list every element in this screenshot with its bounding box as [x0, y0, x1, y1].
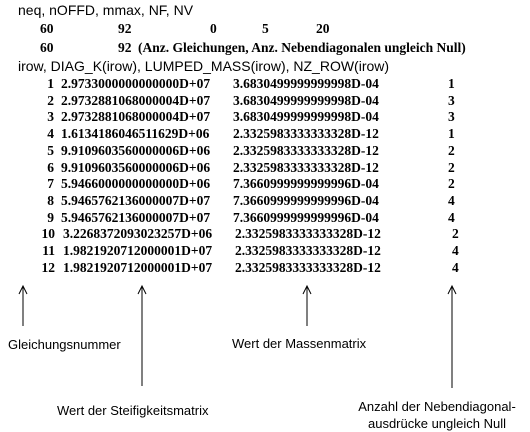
- cell-irow: 8: [47, 192, 54, 208]
- arrow-offdiag-count: [448, 286, 456, 388]
- arrow-stiffness-matrix: [138, 286, 146, 386]
- arrow-equation-number: [19, 286, 27, 326]
- param-nf: 5: [262, 21, 269, 36]
- param-nv: 20: [316, 21, 330, 36]
- cell-diag-k: 9.9109603560000006D+06: [61, 142, 211, 158]
- cell-nz-row: 2: [448, 176, 455, 192]
- cell-nz-row: 4: [452, 259, 459, 275]
- cell-nz-row: 4: [448, 209, 455, 225]
- header-columns-line: irow, DIAG_K(irow), LUMPED_MASS(irow), NZ_ROW(irow): [18, 58, 390, 74]
- label-stiffness-matrix: Wert der Steifigkeitsmatrix: [57, 403, 209, 418]
- arrow-mass-matrix: [303, 286, 311, 326]
- cell-lumped-mass: 2.3325983333333328D-12: [235, 226, 381, 242]
- cell-diag-k: 2.9732881068000004D+07: [61, 109, 211, 125]
- cell-nz-row: 3: [448, 109, 455, 125]
- cell-irow: 7: [47, 176, 54, 192]
- cell-irow: 11: [42, 243, 55, 258]
- label-offdiag-count-line1: Anzahl der Nebendiagonal-: [358, 399, 516, 414]
- cell-irow: 9: [47, 209, 54, 225]
- counts-note: (Anz. Gleichungen, Anz. Nebendiagonalen ungleich Null): [138, 40, 466, 55]
- cell-lumped-mass: 3.6830499999999998D-04: [233, 92, 379, 108]
- label-equation-number: Gleichungsnummer: [8, 337, 121, 352]
- cell-diag-k: 5.9465762136000007D+07: [61, 209, 211, 225]
- cell-lumped-mass: 2.3325983333333328D-12: [235, 259, 381, 275]
- cell-irow: 3: [47, 109, 54, 125]
- cell-nz-row: 2: [452, 226, 459, 242]
- cell-irow: 10: [41, 226, 55, 242]
- cell-irow: 5: [47, 142, 54, 158]
- cell-lumped-mass: 7.3660999999999996D-04: [233, 192, 379, 208]
- cell-lumped-mass: 3.6830499999999998D-04: [233, 76, 379, 91]
- cell-diag-k: 9.9109603560000006D+06: [61, 159, 211, 175]
- cell-nz-row: 1: [448, 126, 455, 142]
- cell-irow: 12: [41, 259, 55, 275]
- cell-irow: 1: [47, 76, 54, 91]
- param-neq: 60: [40, 21, 54, 36]
- count-offdiagonals: 92: [118, 40, 132, 55]
- label-offdiag-count-line2: ausdrücke ungleich Null: [367, 416, 507, 431]
- cell-diag-k: 2.9733000000000000D+07: [61, 76, 211, 91]
- cell-nz-row: 4: [448, 192, 455, 208]
- label-mass-matrix: Wert der Massenmatrix: [232, 336, 367, 351]
- count-equations: 60: [40, 40, 54, 55]
- cell-irow: 6: [47, 159, 54, 175]
- cell-nz-row: 1: [448, 76, 455, 91]
- cell-irow: 2: [47, 92, 54, 108]
- cell-nz-row: 2: [448, 159, 455, 175]
- header-line-params-names: neq, nOFFD, mmax, NF, NV: [18, 2, 194, 18]
- cell-nz-row: 3: [448, 92, 455, 108]
- cell-lumped-mass: 7.3660999999999996D-04: [233, 176, 379, 192]
- cell-diag-k: 1.9821920712000001D+07: [63, 243, 213, 258]
- cell-lumped-mass: 2.3325983333333328D-12: [235, 243, 381, 258]
- cell-nz-row: 2: [448, 142, 455, 158]
- cell-diag-k: 3.2268372093023257D+06: [63, 226, 213, 242]
- cell-diag-k: 1.9821920712000001D+07: [63, 259, 213, 275]
- cell-diag-k: 5.9466000000000000D+06: [61, 176, 211, 192]
- cell-diag-k: 1.6134186046511629D+06: [61, 126, 210, 142]
- cell-irow: 4: [47, 126, 54, 142]
- cell-nz-row: 4: [452, 243, 459, 258]
- param-noffd: 92: [118, 21, 132, 36]
- cell-diag-k: 5.9465762136000007D+07: [61, 192, 211, 208]
- cell-lumped-mass: 2.3325983333333328D-12: [233, 126, 379, 142]
- param-mmax: 0: [210, 21, 217, 36]
- cell-lumped-mass: 3.6830499999999998D-04: [233, 109, 379, 125]
- cell-lumped-mass: 2.3325983333333328D-12: [233, 159, 379, 175]
- cell-lumped-mass: 2.3325983333333328D-12: [233, 142, 379, 158]
- cell-diag-k: 2.9732881068000004D+07: [61, 92, 211, 108]
- cell-lumped-mass: 7.3660999999999996D-04: [233, 209, 379, 225]
